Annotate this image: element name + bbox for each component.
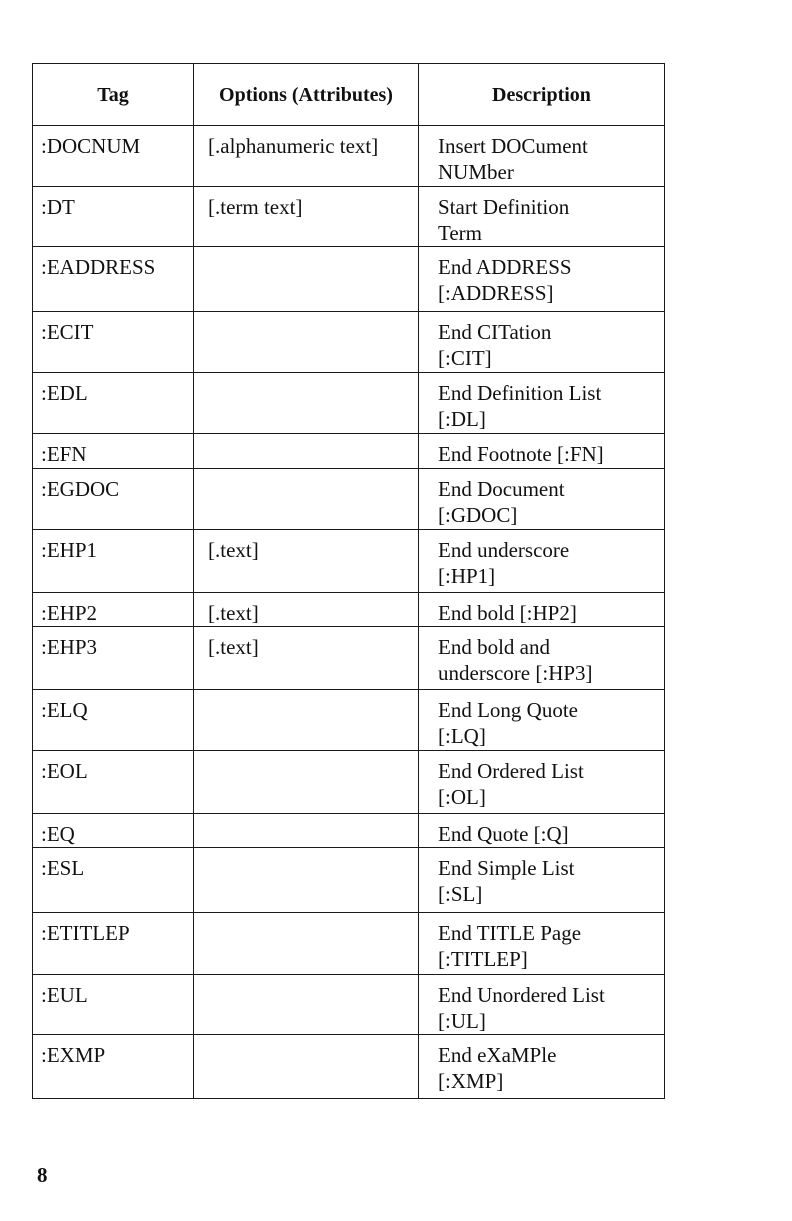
description-line: End Long Quote [438, 698, 578, 722]
description-cell [419, 848, 665, 913]
description-cell [419, 690, 665, 751]
description-cell [419, 975, 665, 1035]
options-cell [194, 469, 419, 530]
description-line: [:SL] [438, 882, 483, 906]
header-row [33, 64, 665, 126]
description-line: Start Definition [438, 195, 570, 219]
tag-cell: :EQ [33, 814, 194, 848]
description-line: [:GDOC] [438, 503, 518, 527]
description-line: [:TITLEP] [438, 947, 528, 971]
header-tag: Tag [33, 64, 194, 126]
tag-cell: :DT [33, 187, 194, 247]
table-row [33, 434, 665, 469]
tag-cell: :EXMP [33, 1035, 194, 1099]
options-cell: [.text] [194, 627, 419, 690]
options-cell: [.term text] [194, 187, 419, 247]
tag-cell: :EHP1 [33, 530, 194, 593]
description-line: End eXaMPle [438, 1043, 557, 1067]
description-line: [:LQ] [438, 724, 486, 748]
tag-cell: :ELQ [33, 690, 194, 751]
description-cell [419, 126, 665, 187]
description-line: End Unordered List [438, 983, 605, 1007]
description-line: End Simple List [438, 856, 575, 880]
tag-cell: :ECIT [33, 312, 194, 373]
tag-cell: :EHP3 [33, 627, 194, 690]
tag-reference-table [32, 63, 665, 1099]
options-cell [194, 434, 419, 469]
table-row [33, 126, 665, 187]
options-cell [194, 848, 419, 913]
description-cell [419, 627, 665, 690]
header-options: Options (Attributes) [194, 64, 419, 126]
description-cell [419, 530, 665, 593]
description-line: [:ADDRESS] [438, 281, 554, 305]
description-line: [:OL] [438, 785, 486, 809]
table-row [33, 373, 665, 434]
header-description: Description [419, 64, 665, 126]
table-row [33, 247, 665, 312]
description-cell [419, 814, 665, 848]
tag-cell: :EGDOC [33, 469, 194, 530]
description-line: End ADDRESS [438, 255, 572, 279]
description-line: End TITLE Page [438, 921, 582, 945]
options-cell: [.alphanumeric text] [194, 126, 419, 187]
tag-cell: :EADDRESS [33, 247, 194, 312]
description-line: NUMber [438, 160, 514, 184]
description-line: End Document [438, 477, 565, 501]
table-row [33, 593, 665, 627]
table-row [33, 1035, 665, 1099]
description-cell [419, 247, 665, 312]
description-line: [:HP1] [438, 564, 496, 588]
table-row [33, 530, 665, 593]
description-cell [419, 434, 665, 469]
description-line: End Definition List [438, 381, 602, 405]
table-row [33, 627, 665, 690]
tag-cell: :ESL [33, 848, 194, 913]
page-number: 8 [37, 1163, 48, 1187]
options-cell [194, 975, 419, 1035]
options-cell [194, 312, 419, 373]
table-row [33, 312, 665, 373]
table-header [33, 64, 665, 126]
description-cell [419, 593, 665, 627]
description-line: [:XMP] [438, 1069, 504, 1093]
description-line: End CITation [438, 320, 552, 344]
table-row [33, 913, 665, 975]
table-row [33, 469, 665, 530]
description-line: End Ordered List [438, 759, 584, 783]
description-line: underscore [:HP3] [438, 661, 593, 685]
tag-cell: :EUL [33, 975, 194, 1035]
table-row [33, 814, 665, 848]
tag-cell: :DOCNUM [33, 126, 194, 187]
description-line: [:UL] [438, 1009, 486, 1033]
table-body [33, 126, 665, 1099]
table-row [33, 975, 665, 1035]
options-cell [194, 690, 419, 751]
tag-cell: :ETITLEP [33, 913, 194, 975]
description-line: End bold and [438, 635, 550, 659]
description-line: [:CIT] [438, 346, 492, 370]
description-cell [419, 751, 665, 814]
tag-cell: :EOL [33, 751, 194, 814]
description-cell [419, 469, 665, 530]
description-cell [419, 187, 665, 247]
options-cell [194, 1035, 419, 1099]
options-cell: [.text] [194, 530, 419, 593]
tag-cell: :EFN [33, 434, 194, 469]
tag-cell: :EDL [33, 373, 194, 434]
description-line: Insert DOCument [438, 134, 588, 158]
description-line: End Footnote [:FN] [438, 442, 604, 466]
description-line: End bold [:HP2] [438, 601, 577, 625]
description-line: Term [438, 221, 483, 245]
options-cell [194, 913, 419, 975]
description-cell [419, 373, 665, 434]
tag-cell: :EHP2 [33, 593, 194, 627]
description-line: [:DL] [438, 407, 486, 431]
table-row [33, 848, 665, 913]
description-cell [419, 1035, 665, 1099]
description-line: End Quote [:Q] [438, 822, 569, 846]
options-cell [194, 373, 419, 434]
description-line: End underscore [438, 538, 570, 562]
options-cell [194, 814, 419, 848]
options-cell [194, 751, 419, 814]
options-cell: [.text] [194, 593, 419, 627]
table-row [33, 187, 665, 247]
description-cell [419, 312, 665, 373]
description-cell [419, 913, 665, 975]
table-row [33, 751, 665, 814]
options-cell [194, 247, 419, 312]
table-row [33, 690, 665, 751]
